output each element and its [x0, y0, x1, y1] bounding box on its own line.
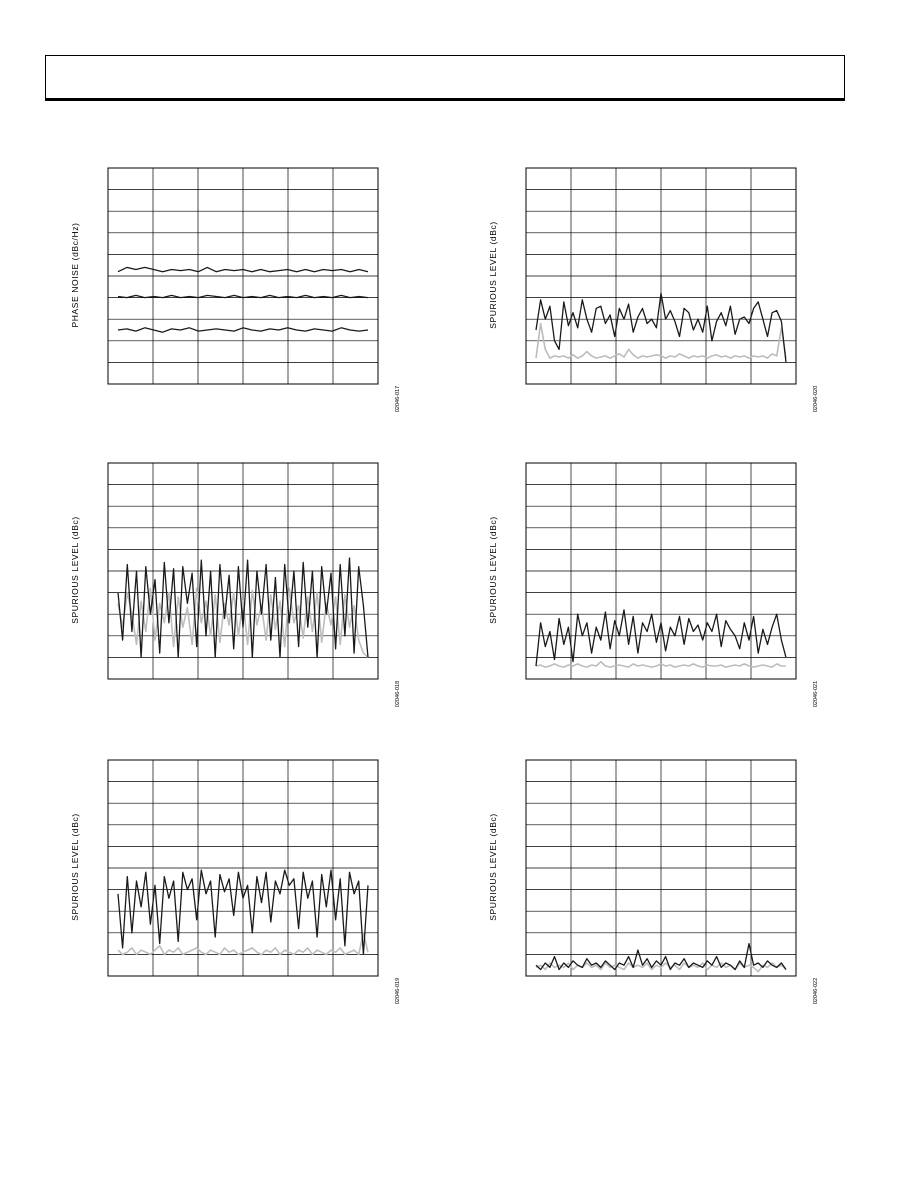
y-axis-label: SPURIOUS LEVEL (dBc) [488, 516, 498, 624]
y-axis-label: SPURIOUS LEVEL (dBc) [488, 221, 498, 329]
y-axis-label: SPURIOUS LEVEL (dBc) [70, 516, 80, 624]
y-axis-label: PHASE NOISE (dBc/Hz) [70, 222, 80, 328]
panel-spurious-3 [60, 455, 420, 735]
figure-code: 02046-022 [813, 977, 819, 1005]
panel-spurious-6 [478, 752, 838, 1032]
panel-spurious-5 [60, 752, 420, 1032]
figure-code: 02046-017 [395, 385, 401, 413]
chart [60, 455, 420, 715]
figure-code: 02046-020 [813, 385, 819, 413]
chart [478, 455, 838, 715]
chart [60, 752, 420, 1012]
chart [478, 752, 838, 1012]
chart [478, 160, 838, 420]
panel-spurious-4 [478, 455, 838, 735]
header-box [45, 55, 845, 101]
chart [60, 160, 420, 420]
y-axis-label: SPURIOUS LEVEL (dBc) [488, 813, 498, 921]
y-axis-label: SPURIOUS LEVEL (dBc) [70, 813, 80, 921]
figure-code: 02046-018 [395, 680, 401, 708]
figure-code: 02046-021 [813, 680, 819, 708]
panel-phase-noise [60, 160, 420, 440]
panel-spurious-2 [478, 160, 838, 440]
figure-code: 02046-019 [395, 977, 401, 1005]
